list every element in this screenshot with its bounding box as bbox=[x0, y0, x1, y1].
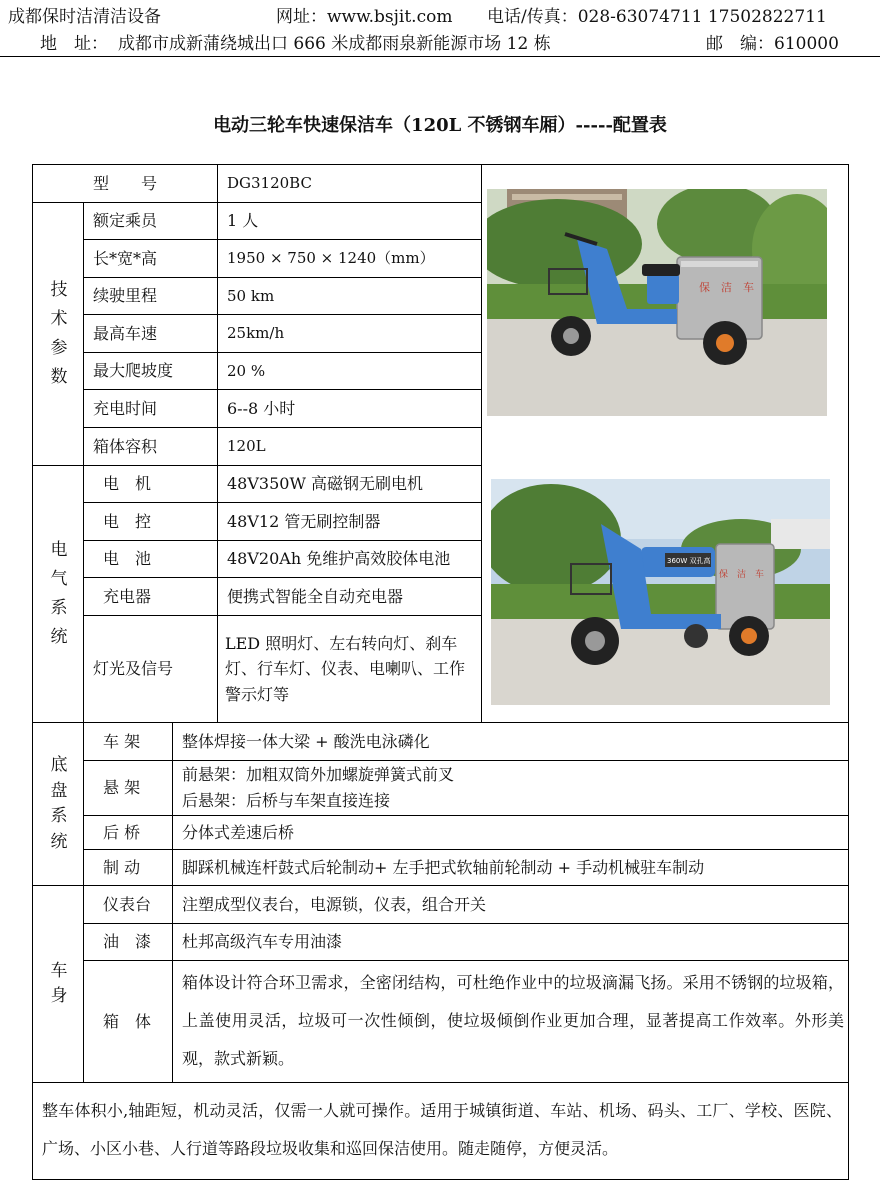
grid-h bbox=[83, 960, 849, 961]
address: 成都市成新蒲绕城出口 666 米成都雨泉新能源市场 12 栋 bbox=[118, 34, 551, 54]
grid-h bbox=[32, 1082, 849, 1083]
electric-value: 48V12 管无刷控制器 bbox=[227, 511, 381, 531]
table-border-left bbox=[32, 164, 33, 1180]
electric-label: 充电器 bbox=[103, 586, 152, 606]
tech-label: 充电时间 bbox=[93, 398, 158, 418]
electric-value: 便携式智能全自动充电器 bbox=[227, 586, 404, 606]
vehicle-illustration-1 bbox=[487, 189, 827, 416]
chassis-value: 分体式差速后桥 bbox=[182, 822, 295, 842]
model-value: DG3120BC bbox=[227, 174, 312, 193]
box-decal-1: 保 洁 车 bbox=[699, 281, 754, 294]
group-body: 车身 bbox=[50, 960, 68, 1006]
body-label: 油 漆 bbox=[103, 932, 152, 951]
electric-label: 灯光及信号 bbox=[93, 659, 174, 678]
chassis-label: 悬 架 bbox=[103, 778, 141, 797]
chassis-rear-suspension: 后悬架：后桥与车架直接连接 bbox=[182, 791, 391, 810]
tech-label: 续驶里程 bbox=[93, 286, 158, 305]
body-value: 箱体设计符合环卫需求，全密闭结构，可杜绝作业中的垃圾滴漏飞扬。采用不锈钢的垃圾箱，上盖使用灵活，垃圾可一次性倾倒，使垃圾倾倒作业更加合理，显著提高工作效率。外形美观，款式新颖。 bbox=[182, 973, 844, 1068]
tech-label: 最高车速 bbox=[93, 323, 158, 343]
address-label: 地 址： bbox=[40, 34, 108, 54]
chassis-label: 后 桥 bbox=[103, 822, 141, 842]
website: 网址：www.bsjit.com bbox=[276, 7, 453, 27]
tech-value: 120L bbox=[227, 437, 266, 456]
tech-label: 箱体容积 bbox=[93, 436, 158, 456]
group-tech: 技术参数 bbox=[50, 280, 68, 387]
postcode: 邮 编：610000 bbox=[706, 34, 839, 54]
body-value: 杜邦高级汽车专用油漆 bbox=[182, 932, 343, 951]
grid-v-label-upper bbox=[217, 164, 218, 722]
tech-value: 25km/h bbox=[227, 324, 285, 343]
tech-label: 额定乘员 bbox=[93, 211, 158, 230]
summary-text: 整车体积小,轴距短，机动灵活，仅需一人就可操作。适用于城镇街道、车站、机场、码头、工厂、学校、医院、广场、小区小巷、人行道等路段垃圾收集和巡回保洁使用。随走随停，方便灵活。 bbox=[42, 1101, 842, 1158]
body-value: 注塑成型仪表台，电源锁，仪表，组合开关 bbox=[182, 894, 487, 914]
chassis-value: 整体焊接一体大梁 + 酸洗电泳磷化 bbox=[182, 731, 430, 751]
vehicle-photo-1 bbox=[487, 189, 827, 416]
company-name: 成都保时洁清洁设备 bbox=[8, 7, 161, 27]
group-chassis: 底盘系统 bbox=[50, 755, 68, 852]
electric-value: 48V350W 高磁钢无刷电机 bbox=[227, 474, 423, 493]
tech-value: 6--8 小时 bbox=[227, 398, 296, 418]
tech-label: 长*宽*高 bbox=[93, 248, 158, 268]
body-label: 仪表台 bbox=[103, 894, 152, 914]
electric-label: 电 机 bbox=[103, 474, 152, 493]
tech-value: 1 人 bbox=[227, 211, 259, 230]
grid-v-photo bbox=[481, 164, 482, 722]
group-electric: 电气系统 bbox=[50, 540, 68, 647]
tech-value: 20 % bbox=[227, 361, 266, 380]
body-label: 箱 体 bbox=[103, 1011, 152, 1031]
vehicle-photo-2 bbox=[491, 479, 830, 705]
model-label: 型 号 bbox=[92, 173, 157, 193]
grid-h bbox=[83, 760, 849, 761]
header-rule bbox=[0, 56, 880, 57]
table-border-bottom bbox=[32, 1179, 849, 1180]
electric-value: 48V20Ah 免维护高效胶体电池 bbox=[227, 549, 451, 568]
chassis-value: 脚踩机械连杆鼓式后轮制动+ 左手把式软轴前轮制动 + 手动机械驻车制动 bbox=[182, 857, 705, 877]
chassis-value bbox=[182, 762, 844, 814]
electric-label: 电 池 bbox=[103, 549, 152, 568]
vehicle-illustration-2 bbox=[491, 479, 830, 705]
chassis-label: 制 动 bbox=[103, 857, 141, 877]
phone: 电话/传真：028-63074711 17502822711 bbox=[487, 7, 827, 27]
grid-v-label-lower bbox=[172, 722, 173, 1082]
electric-label: 电 控 bbox=[103, 511, 152, 531]
scooter-banner: 360W 双孔高 bbox=[667, 557, 711, 565]
grid-v-group bbox=[83, 202, 84, 1082]
tech-label: 最大爬坡度 bbox=[93, 361, 174, 380]
electric-value: LED 照明灯、左右转向灯、刹车灯、行车灯、仪表、电喇叭、工作警示灯等 bbox=[225, 633, 466, 704]
tech-value: 50 km bbox=[227, 286, 275, 305]
page-title: 电动三轮车快速保洁车（120L 不锈钢车厢）-----配置表 bbox=[213, 115, 667, 136]
chassis-front-suspension: 前悬架：加粗双筒外加螺旋弹簧式前叉 bbox=[182, 765, 455, 784]
table-border-right bbox=[848, 164, 849, 1180]
tech-value: 1950 × 750 × 1240（mm） bbox=[227, 249, 435, 268]
chassis-label: 车 架 bbox=[103, 731, 141, 751]
box-decal-2: 保 洁 车 bbox=[719, 570, 765, 580]
